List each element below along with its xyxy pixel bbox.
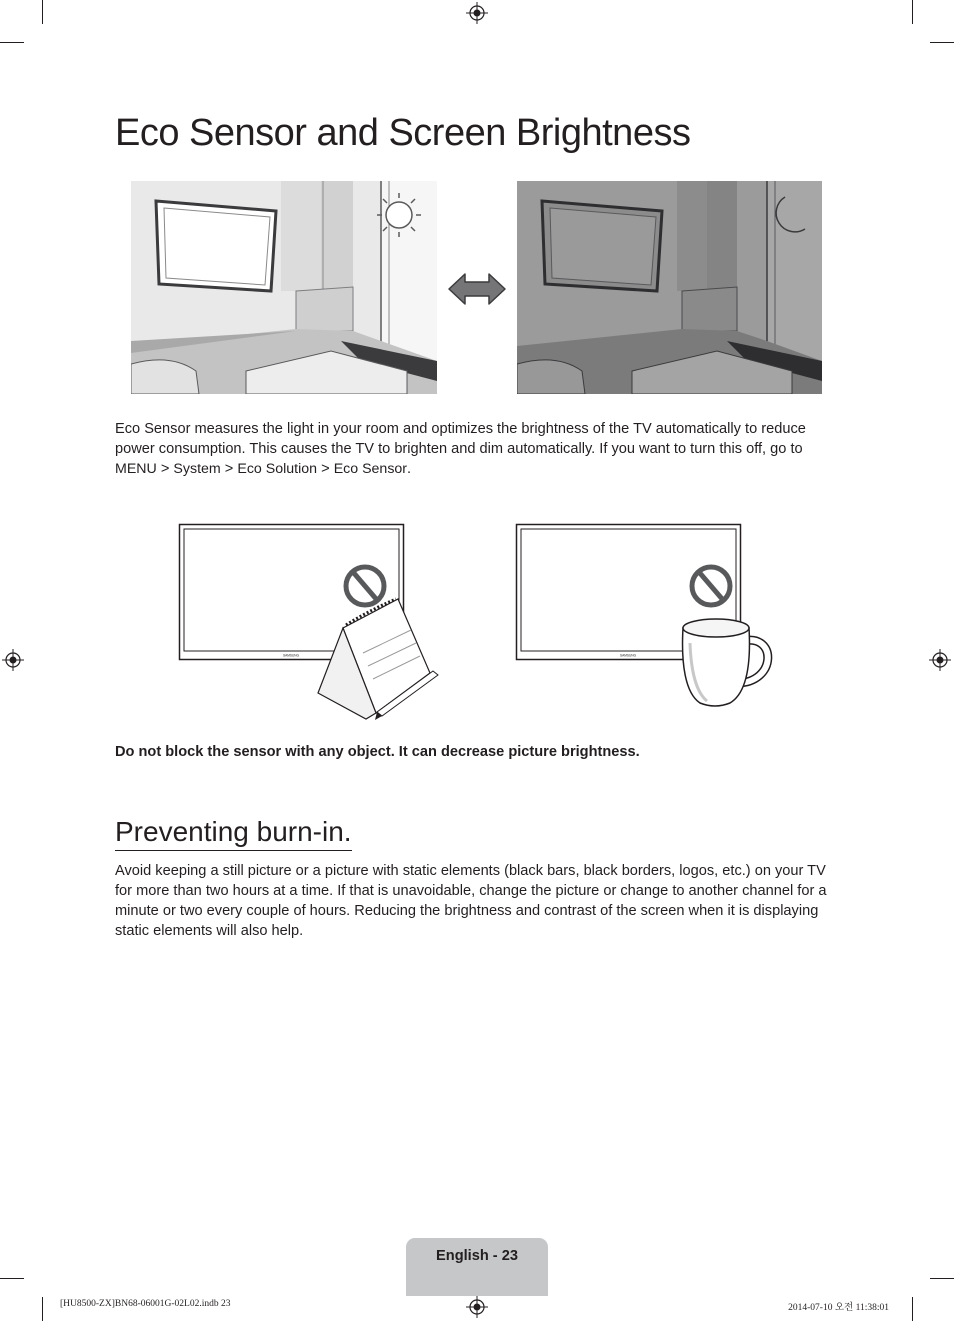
sensor-warning: Do not block the sensor with any object. It can decrease picture brightness.	[115, 744, 640, 760]
file-info: [HU8500-ZX]BN68-06001G-02L02.indb 23	[60, 1299, 231, 1309]
crop-mark	[930, 1278, 954, 1279]
tv-brand-label: SAMSUNG	[619, 653, 637, 658]
page-number-tab	[406, 1238, 548, 1296]
crop-mark	[912, 0, 913, 24]
menu-path-menu: MENU	[115, 461, 157, 477]
eco-sensor-paragraph	[115, 419, 830, 479]
page-title: Eco Sensor and Screen Brightness	[115, 112, 691, 154]
crop-mark	[0, 42, 24, 43]
crop-mark	[912, 1297, 913, 1321]
crop-mark	[930, 42, 954, 43]
print-timestamp: 2014-07-10 오전 11:38:01	[788, 1303, 889, 1313]
registration-mark-icon	[929, 649, 951, 671]
crop-mark	[0, 1278, 24, 1279]
menu-path-separator: >	[317, 461, 334, 477]
registration-mark-icon	[2, 649, 24, 671]
menu-path-system: System	[173, 461, 221, 477]
dark-room-illustration	[517, 181, 822, 394]
tv-blocked-by-calendar-illustration	[178, 523, 440, 721]
bright-room-illustration	[131, 181, 437, 394]
page-label: English - 23	[436, 1248, 518, 1264]
burn-in-paragraph: Avoid keeping a still picture or a picture with static elements (black bars, black borders, logos, etc.) on your TV for more than two hours at a time. If that is unavoidable, change the picture or change to another channel for a minute or two every couple of hours. Reducing the brightness and contrast of the screen when it is displaying static elements will also help.	[115, 863, 827, 939]
section-title-preventing-burn-in: Preventing burn-in.	[115, 815, 352, 851]
double-arrow-icon	[447, 270, 507, 308]
menu-path-separator: >	[220, 461, 238, 477]
eco-sensor-description: Eco Sensor measures the light in your room and optimizes the brightness of the TV automatically to reduce power consumption. This causes the TV to brighten and dim automatically. If you want to turn this off, go to	[115, 421, 806, 457]
menu-path-separator: >	[156, 461, 174, 477]
tv-brand-label: SAMSUNG	[282, 653, 300, 658]
menu-path-end: .	[407, 461, 412, 477]
menu-path-eco-sensor: Eco Sensor	[333, 461, 408, 477]
registration-mark-icon	[466, 1296, 488, 1318]
crop-mark	[42, 0, 43, 24]
tv-blocked-by-mug-illustration	[515, 523, 777, 711]
crop-mark	[42, 1297, 43, 1321]
registration-mark-icon	[466, 2, 488, 24]
menu-path-eco-solution: Eco Solution	[237, 461, 318, 477]
